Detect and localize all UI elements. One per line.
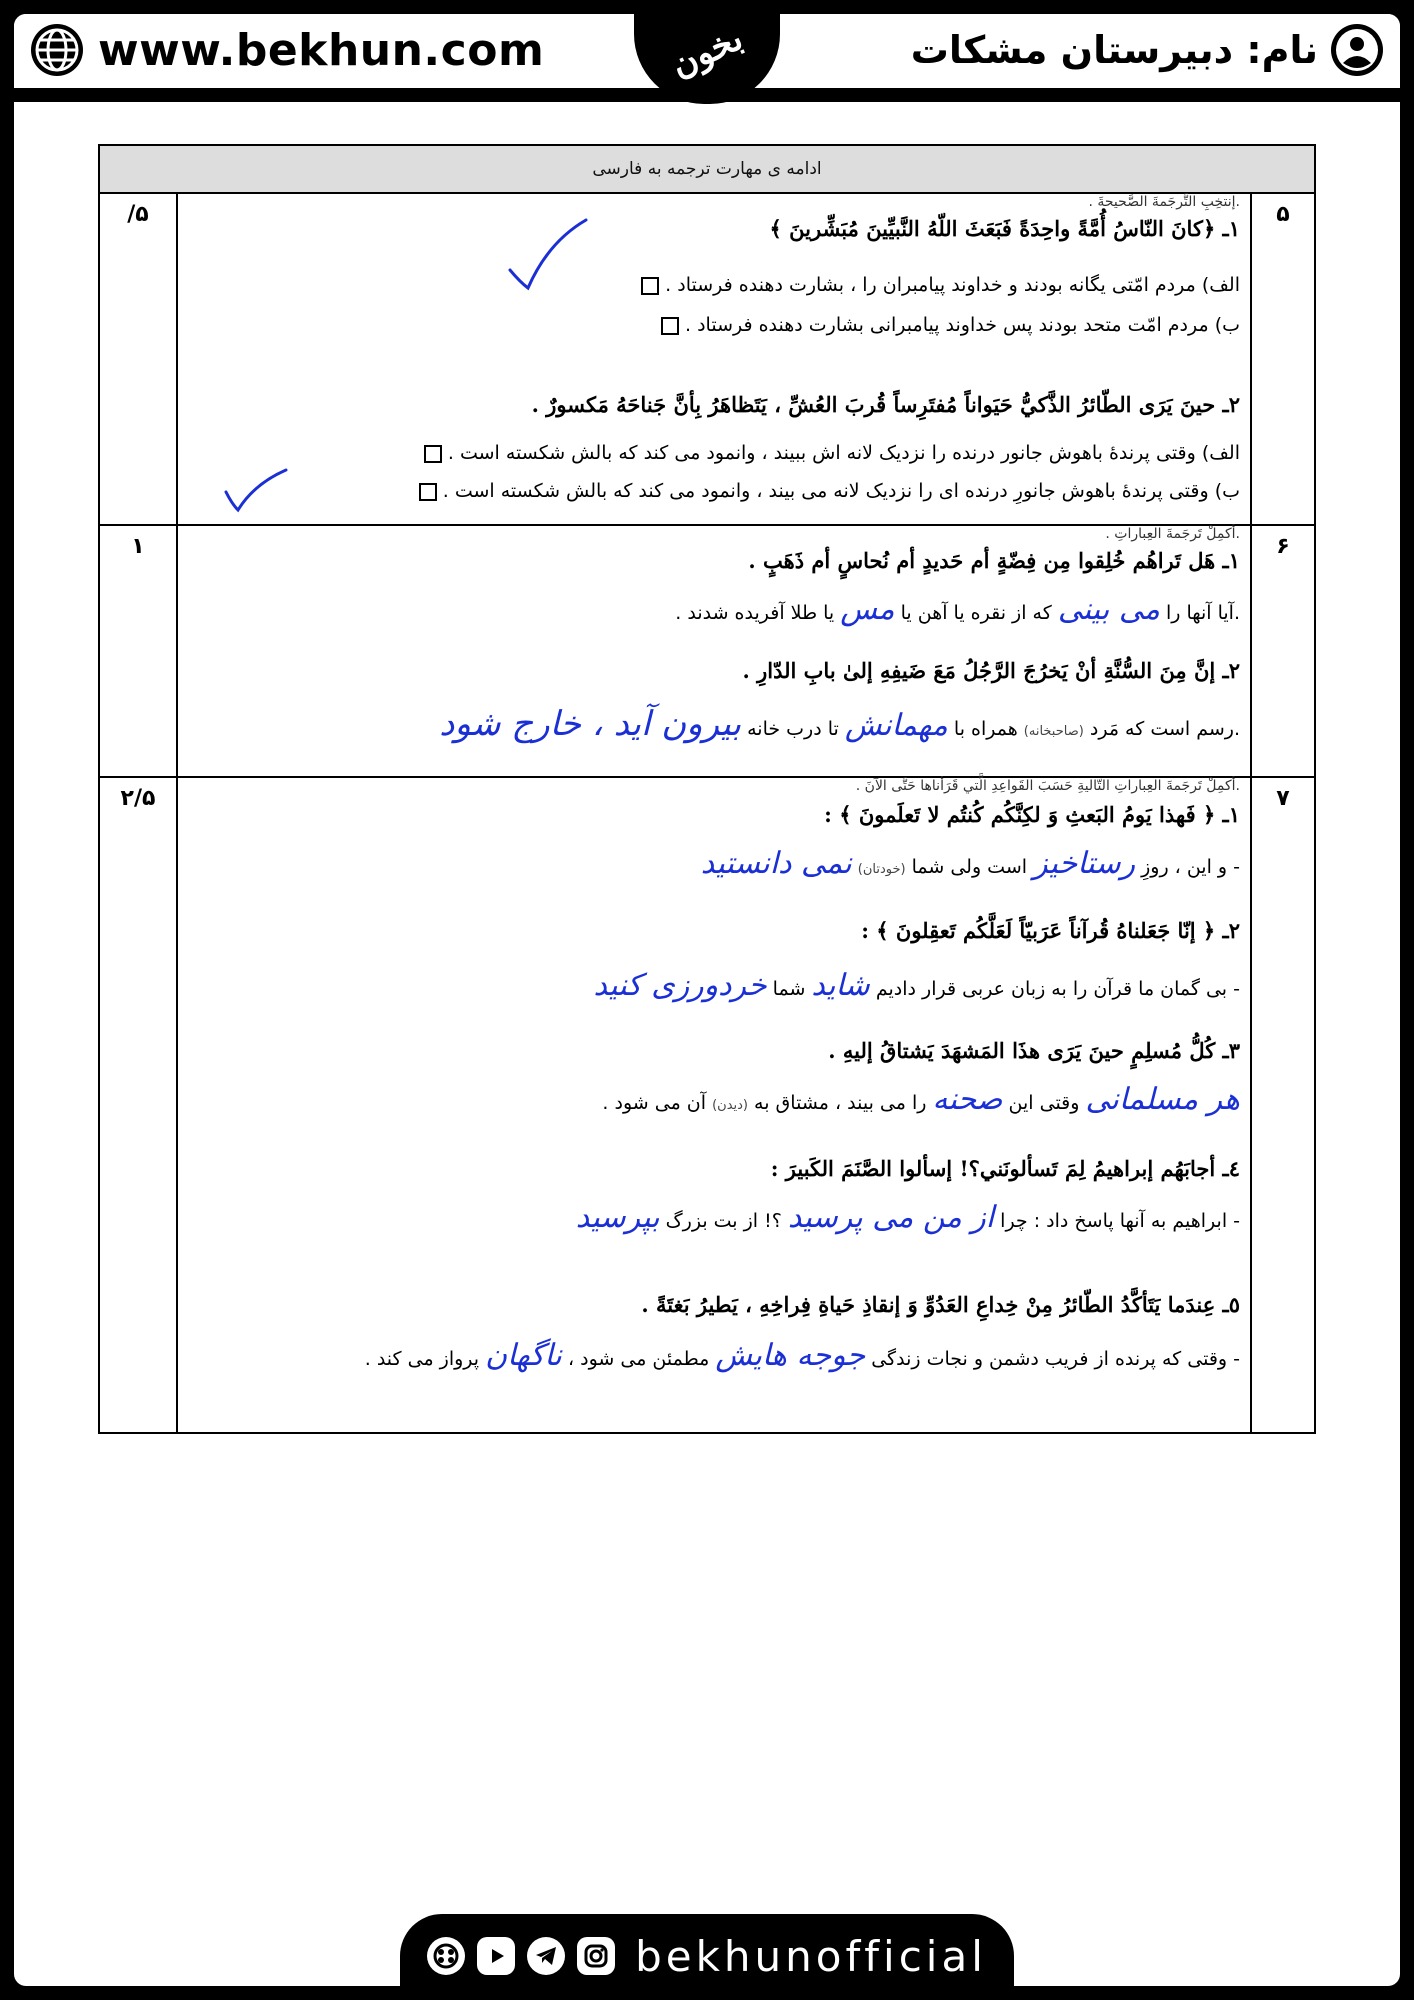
translation-line (365, 1338, 1240, 1373)
translation-line (701, 846, 1240, 881)
option-b-text: ب) مردم امّت متحد بودند پس خداوند پیامبرانی بشارت دهنده فرستاد . (685, 314, 1240, 336)
translation-note: (خودتان) (857, 862, 906, 877)
arabic-sentence: ١ـ ﴿ فَهذا يَومُ البَعثِ وَ لكِنَّكُم كُنتُم لا تَعلَمونَ ﴾ : (824, 802, 1240, 827)
checkbox[interactable] (661, 317, 679, 335)
option-b[interactable] (661, 314, 1240, 336)
translation-text: تا درب خانه (747, 718, 839, 740)
option-a[interactable] (424, 442, 1240, 464)
translation-text: وقتی این (1008, 1092, 1080, 1114)
check-mark-icon (500, 212, 590, 292)
question-row-6 (98, 524, 1316, 778)
arabic-sentence: ٤ـ أجابَهُم إبراهيمُ لِمَ تَسألونَني؟! إسألوا الصَّنَمَ الكَبيرَ : (770, 1156, 1240, 1181)
option-a-text: الف) مردم امّتی یگانه بودند و خداوند پیامبران را ، بشارت دهنده فرستاد . (665, 274, 1240, 296)
question-content (178, 524, 1250, 776)
aparat-icon[interactable] (427, 1937, 465, 1975)
option-a-text: الف) وقتی پرندۀ باهوش جانور درنده را نزدیک لانه اش ببیند ، وانمود می کند که بالش شکسته است . (447, 442, 1240, 464)
translation-text: را می بیند ، مشتاق به (754, 1092, 927, 1114)
question-content (178, 776, 1250, 1432)
question-number: ۵ (1276, 202, 1290, 227)
arabic-sentence: ٢ـ ﴿ إنّا جَعَلناهُ قُرآناً عَرَبيّاً لَعَلَّكُم تَعقِلونَ ﴾ : (861, 918, 1240, 943)
translation-text: که از نقره یا آهن یا (900, 602, 1052, 624)
translation-line (675, 592, 1240, 627)
translation-text: - وقتی که پرنده از فریب دشمن و نجات زندگی (871, 1348, 1240, 1370)
logo-text: بخون (665, 18, 749, 86)
question-score: ۱ (131, 534, 145, 559)
handwritten-answer[interactable]: خردورزی کنید (593, 968, 767, 1003)
handwritten-answer[interactable]: نمی دانستید (700, 846, 852, 881)
translation-line (602, 1082, 1240, 1117)
check-mark-icon (220, 464, 290, 514)
instruction: .إنتخِبِ التَّرجَمةَ الصَّحيحةَ . (1088, 194, 1240, 210)
handwritten-answer[interactable]: رستاخیز (1033, 846, 1136, 881)
question-score: ۲/۵ (120, 786, 156, 811)
question-score: /۵ (127, 202, 149, 227)
instruction: .أكمِلْ تَرجَمةَ العِباراتِ التّاليةِ حَسَبَ القَواعِدِ الَّتي قَرَأناها حَتَّى الآنَ . (855, 778, 1240, 794)
checkbox[interactable] (424, 445, 442, 463)
page (14, 14, 1400, 1986)
arabic-sentence: ١ـ ﴿كانَ النّاسُ أُمَّةً واحِدَةً فَبَعَثَ اللّهُ النَّبيِّينَ مُبَشِّرينَ ﴾ (769, 216, 1240, 241)
checkbox[interactable] (641, 277, 659, 295)
globe-icon (28, 21, 86, 79)
question-row-5 (98, 192, 1316, 526)
translation-note: (صاحبخانه) (1023, 724, 1084, 739)
translation-text: همراه با (953, 718, 1018, 740)
handwritten-answer[interactable]: می بینی (1057, 592, 1160, 627)
student-name (911, 20, 1386, 80)
translation-note: (دیدن) (712, 1098, 748, 1113)
translation-text: شما (772, 978, 806, 1000)
translation-text: .آیا آنها را (1165, 602, 1240, 624)
score-cell (100, 524, 178, 776)
arabic-sentence: ٢ـ إنَّ مِنَ السُّنَّةِ أنْ يَخرُجَ الرَّجُلُ مَعَ ضَيفِهِ إلىٰ بابِ الدّارِ . (742, 658, 1240, 683)
site-url[interactable]: www.bekhun.com (98, 24, 545, 76)
youtube-icon[interactable] (477, 1937, 515, 1975)
handwritten-answer[interactable]: شاید (811, 968, 870, 1003)
option-a[interactable] (641, 274, 1240, 296)
translation-text: آن می شود . (602, 1092, 707, 1114)
translation-line (594, 968, 1240, 1003)
translation-text: .رسم است که مَرد (1089, 718, 1240, 740)
handwritten-answer[interactable]: از من می پرسید (787, 1200, 995, 1235)
social-handle[interactable]: bekhunofficial (635, 1931, 987, 1981)
translation-line (576, 1200, 1240, 1235)
telegram-icon[interactable] (527, 1937, 565, 1975)
score-cell (100, 776, 178, 1432)
question-content (178, 192, 1250, 524)
translation-text: یا طلا آفریده شدند . (675, 602, 835, 624)
section-title-bar (98, 144, 1316, 194)
question-number-cell (1250, 776, 1314, 1432)
header-divider (14, 88, 1400, 102)
checkbox[interactable] (419, 483, 437, 501)
instruction: .أكمِلْ تَرجَمةَ العِباراتِ . (1105, 526, 1240, 542)
translation-line (439, 704, 1240, 744)
arabic-sentence: ٢ـ حينَ يَرَى الطّائرُ الذَّكيُّ حَيَواناً مُفتَرِساً قُربَ العُشِّ ، يَتَظاهَرُ بِأنَّ جَناحَهُ مَكسورٌ . (531, 392, 1240, 417)
arabic-sentence: ٥ـ عِندَما يَتَأكَّدُ الطّائرُ مِنْ خِداعِ العَدُوِّ وَ إنقاذِ حَياةِ فِراخِهِ ، يَطيرُ بَغتَةً . (641, 1292, 1240, 1317)
translation-text: - و این ، روزِ (1141, 856, 1240, 878)
question-row-7 (98, 776, 1316, 1434)
question-number: ۶ (1276, 534, 1290, 559)
instagram-icon[interactable] (577, 1937, 615, 1975)
option-b-text: ب) وقتی پرندۀ باهوش جانورِ درنده ای را نزدیک لانه می بیند ، وانمود می کند که بالش شکسته است . (442, 480, 1240, 502)
translation-text: - ابراهیم به آنها پاسخ داد : چرا (1000, 1210, 1240, 1232)
handwritten-answer[interactable]: صحنه (932, 1082, 1003, 1117)
header (14, 14, 1400, 88)
arabic-sentence: ١ـ هَل تَراهُم خُلِقوا مِن فِضّةٍ أم حَديدٍ أم نُحاسٍ أم ذَهَبٍ . (748, 548, 1240, 573)
handwritten-answer[interactable]: بیرون آید ، خارج شود (439, 704, 742, 744)
handwritten-answer[interactable]: ناگهان (485, 1338, 562, 1373)
arabic-sentence: ٣ـ كُلُّ مُسلِمٍ حينَ يَرَى هذَا المَشهَدَ يَشتاقُ إليهِ . (828, 1038, 1240, 1063)
option-b[interactable] (419, 480, 1240, 502)
site-link[interactable] (28, 20, 544, 80)
question-number: ۷ (1276, 786, 1290, 811)
question-number-cell (1250, 524, 1314, 776)
translation-text: مطمئن می شود ، (567, 1348, 710, 1370)
handwritten-answer[interactable]: جوجه هایش (715, 1338, 866, 1373)
score-cell (100, 192, 178, 524)
student-name-label: نام: دبیرستان مشکات (910, 28, 1318, 72)
worksheet (98, 144, 1314, 1434)
section-title: ادامه ی مهارت ترجمه به فارسی (592, 159, 822, 179)
translation-text: - بی گمان ما قرآن را به زبان عربی قرار دادیم (875, 978, 1240, 1000)
handwritten-answer[interactable]: مهمانش (844, 708, 948, 743)
translation-text: ؟! از بت بزرگ (665, 1210, 782, 1232)
social-footer (400, 1914, 1014, 1986)
translation-text: پرواز می کند . (364, 1348, 480, 1370)
handwritten-answer[interactable]: مس (840, 592, 895, 627)
user-icon (1328, 21, 1386, 79)
handwritten-answer[interactable]: هر مسلمانی (1085, 1082, 1240, 1117)
handwritten-answer[interactable]: بپرسید (575, 1200, 660, 1235)
question-number-cell (1250, 192, 1314, 524)
translation-text: است ولی شما (911, 856, 1028, 878)
